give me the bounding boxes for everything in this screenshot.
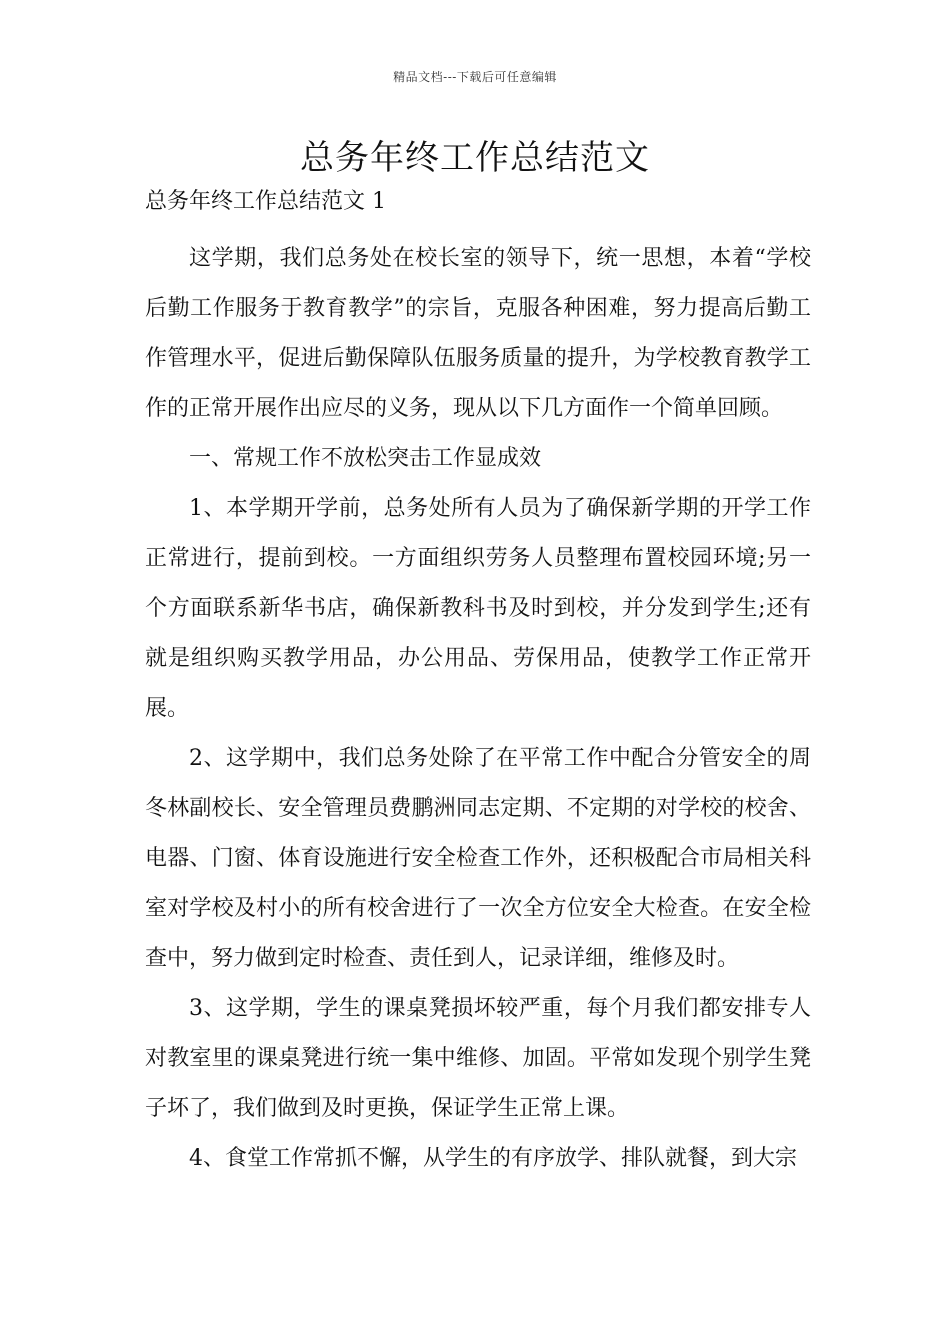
paragraph-item-1: 1、本学期开学前，总务处所有人员为了确保新学期的开学工作正常进行，提前到校。一方面组织劳务人员整理布置校园环境;另一个方面联系新华书店，确保新教科书及时到校，并分发到学生;还有就是组织购买教学用品，办公用品、劳保用品，使教学工作正常开展。 [145,496,811,721]
paragraph-item-4: 4、食堂工作常抓不懈，从学生的有序放学、排队就餐，到大宗 [189,1146,797,1171]
header-note: 精品文档---下载后可任意编辑 [393,70,557,84]
section-heading: 一、常规工作不放松突击工作显成效 [189,446,542,471]
document-body [145,182,811,1184]
paragraph-item-3: 3、这学期，学生的课桌凳损坏较严重，每个月我们都安排专人对教室里的课桌凳进行统一集中维修、加固。平常如发现个别学生凳子坏了，我们做到及时更换，保证学生正常上课。 [145,996,811,1121]
paragraph-intro: 这学期，我们总务处在校长室的领导下，统一思想，本着“学校后勤工作服务于教育教学”的宗旨，克服各种困难，努力提高后勤工作管理水平，促进后勤保障队伍服务质量的提升，为学校教育教学工作的正常开展作出应尽的义务，现从以下几方面作一个简单回顾。 [145,246,811,421]
document-title: 总务年终工作总结范文 [300,138,650,178]
document-subtitle: 总务年终工作总结范文 1 [145,189,386,214]
paragraph-item-2: 2、这学期中，我们总务处除了在平常工作中配合分管安全的周冬林副校长、安全管理员费鹏洲同志定期、不定期的对学校的校舍、电器、门窗、体育设施进行安全检查工作外，还积极配合市局相关科室对学校及村小的所有校舍进行了一次全方位安全大检查。在安全检查中，努力做到定时检查、责任到人，记录详细，维修及时。 [145,746,811,971]
